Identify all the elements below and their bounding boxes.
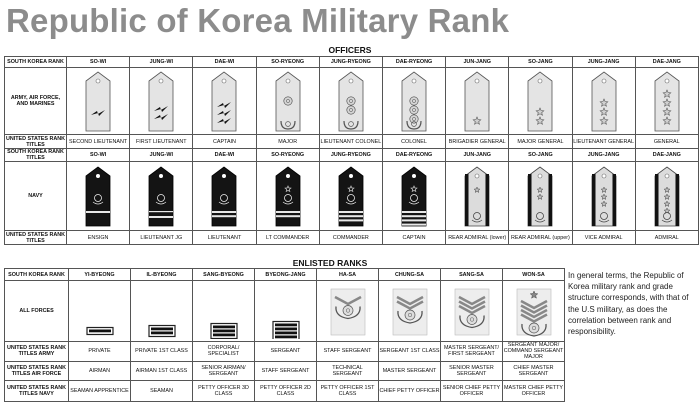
army-insignia-cell: [382, 68, 445, 135]
row-label-all-forces: ALL FORCES: [5, 281, 69, 341]
enlisted-air-force-cell: CHIEF MASTER SERGEANT: [503, 361, 565, 380]
army-rank-cell: DAE-RYEONG: [382, 57, 445, 68]
navy-us-title-cell: REAR ADMIRAL (upper): [509, 231, 572, 245]
navy-insignia-cell: [193, 162, 256, 231]
enlisted-navy-cell: CHIEF PETTY OFFICER: [379, 380, 441, 401]
navy-insignia-row: [5, 162, 699, 231]
navy-rank-cell: DAE-WI: [193, 149, 256, 162]
enlisted-rank-cell: SANG-BYEONG: [193, 269, 255, 281]
enlisted-navy-cell: PETTY OFFICER 1ST CLASS: [317, 380, 379, 401]
army-insignia-cell: [130, 68, 193, 135]
colonel-insignia-icon: [394, 69, 434, 133]
enlisted-army-cell: PRIVATE: [69, 341, 131, 361]
enlisted-section-title: ENLISTED RANKS: [292, 258, 368, 268]
enlisted-navy-cell: PETTY OFFICER 3D CLASS: [193, 380, 255, 401]
army-us-title-cell: LIEUTENANT GENERAL: [572, 135, 635, 149]
navy-rank-cell: JUNG-WI: [130, 149, 193, 162]
enlisted-insignia-cell: [441, 281, 503, 341]
private-insignia-icon: [78, 283, 122, 339]
army-us-title-cell: CAPTAIN: [193, 135, 256, 149]
army-us-title-cell: MAJOR: [256, 135, 319, 149]
army-rank-cell: JUNG-WI: [130, 57, 193, 68]
page-title: Republic of Korea Military Rank: [6, 2, 510, 39]
army-insignia-cell: [446, 68, 509, 135]
army-rank-cell: SO-RYEONG: [256, 57, 319, 68]
lieutenant-colonel-insignia-icon: [331, 69, 371, 133]
rear-admiral-upper-insignia-icon: [520, 164, 560, 228]
enlisted-rank-cell: HA-SA: [317, 269, 379, 281]
enlisted-insignia-cell: [379, 281, 441, 341]
enlisted-air-force-cell: TECHNICAL SERGEANT: [317, 361, 379, 380]
enlisted-navy-cell: SEAMAN APPRENTICE: [69, 380, 131, 401]
sergeant-insignia-icon: [264, 283, 308, 339]
row-label-army-group: ARMY, AIR FORCE, AND MARINES: [5, 68, 67, 135]
navy-rank-cell: SO-JANG: [509, 149, 572, 162]
army-insignia-cell: [67, 68, 130, 135]
army-rank-cell: SO-WI: [67, 57, 130, 68]
rear-admiral-lower-insignia-icon: [457, 164, 497, 228]
enlisted-rank-cell: YI-BYEONG: [69, 269, 131, 281]
army-rank-cell: DAE-JANG: [635, 57, 698, 68]
major-insignia-icon: [268, 69, 308, 133]
officers-table: [4, 56, 699, 245]
navy-insignia-cell: [509, 162, 572, 231]
army-rank-cell: SO-JANG: [509, 57, 572, 68]
army-us-title-cell: MAJOR GENERAL: [509, 135, 572, 149]
army-rank-cell: JUNG-JANG: [572, 57, 635, 68]
private-first-class-insignia-icon: [140, 283, 184, 339]
second-lieutenant-insignia-icon: [78, 69, 118, 133]
army-us-title-cell: COLONEL: [382, 135, 445, 149]
enlisted-rank-cell: BYEONG-JANG: [255, 269, 317, 281]
army-insignia-row: [5, 68, 699, 135]
navy-insignia-cell: [319, 162, 382, 231]
sergeant-major-insignia-icon: [512, 283, 556, 339]
enlisted-air-force-cell: AIRMAN: [69, 361, 131, 380]
enlisted-navy-cell: MASTER CHIEF PETTY OFFICER: [503, 380, 565, 401]
navy-insignia-cell: [446, 162, 509, 231]
first-lieutenant-insignia-icon: [141, 69, 181, 133]
enlisted-rank-cell: SANG-SA: [441, 269, 503, 281]
enlisted-air-force-cell: STAFF SERGEANT: [255, 361, 317, 380]
general-insignia-icon: [647, 69, 687, 133]
row-label-navy: NAVY: [5, 162, 67, 231]
navy-insignia-cell: [572, 162, 635, 231]
row-label-us-navy: UNITED STATES RANK TITLES NAVY: [5, 380, 69, 401]
navy-insignia-cell: [67, 162, 130, 231]
lieutenant-jg-insignia-icon: [141, 164, 181, 228]
navy-us-title-cell: ADMIRAL: [635, 231, 698, 245]
enlisted-insignia-cell: [317, 281, 379, 341]
corporal-insignia-icon: [202, 283, 246, 339]
navy-rank-cell: JUNG-RYEONG: [319, 149, 382, 162]
enlisted-air-force-cell: MASTER SERGEANT: [379, 361, 441, 380]
enlisted-army-cell: PRIVATE 1ST CLASS: [131, 341, 193, 361]
enlisted-insignia-cell: [255, 281, 317, 341]
enlisted-table: [4, 268, 565, 402]
navy-us-title-cell: CAPTAIN: [382, 231, 445, 245]
navy-rank-cell: JUN-JANG: [446, 149, 509, 162]
navy-rank-cell: DAE-JANG: [635, 149, 698, 162]
enlisted-army-row: [5, 341, 565, 361]
ensign-insignia-icon: [78, 164, 118, 228]
navy-us-title-cell: LIEUTENANT: [193, 231, 256, 245]
navy-us-title-cell: VICE ADMIRAL: [572, 231, 635, 245]
enlisted-navy-row: [5, 380, 565, 401]
army-insignia-cell: [635, 68, 698, 135]
navy-rank-cell: JUNG-JANG: [572, 149, 635, 162]
enlisted-army-cell: SERGEANT MAJOR/ COMMAND SERGEANT MAJOR: [503, 342, 564, 361]
captain-insignia-icon: [204, 69, 244, 133]
brigadier-general-insignia-icon: [457, 69, 497, 133]
enlisted-air-force-cell: SENIOR MASTER SERGEANT: [441, 361, 503, 380]
enlisted-navy-cell: SEAMAN: [131, 380, 193, 401]
enlisted-army-cell: STAFF SERGEANT: [317, 341, 379, 361]
enlisted-army-cell: SERGEANT 1ST CLASS: [379, 341, 441, 361]
row-label-korea-rank-titles: SOUTH KOREA RANK TITLES: [5, 149, 67, 162]
row-label-us-army: UNITED STATES RANK TITLES ARMY: [5, 341, 69, 361]
enlisted-rank-cell: CHUNG-SA: [379, 269, 441, 281]
admiral-insignia-icon: [647, 164, 687, 228]
explanatory-note: In general terms, the Republic of Korea military rank and grade structure corresponds, with that of the U.S military, as does the correlation between rank and responsibility.: [568, 271, 689, 337]
enlisted-insignia-row: [5, 281, 565, 341]
lieutenant-general-insignia-icon: [584, 69, 624, 133]
army-insignia-cell: [193, 68, 256, 135]
sergeant-first-class-insignia-icon: [388, 283, 432, 339]
navy-us-title-cell: LT COMMANDER: [256, 231, 319, 245]
row-label-us-air-force: UNITED STATES RANK TITLES AIR FORCE: [5, 361, 69, 380]
enlisted-insignia-cell: [69, 281, 131, 341]
enlisted-air-force-cell: AIRMAN 1ST CLASS: [131, 361, 193, 380]
navy-captain-insignia-icon: [394, 164, 434, 228]
army-us-title-cell: FIRST LIEUTENANT: [130, 135, 193, 149]
navy-us-title-cell: COMMANDER: [319, 231, 382, 245]
officers-section-title: OFFICERS: [328, 45, 372, 55]
army-insignia-cell: [572, 68, 635, 135]
enlisted-navy-cell: PETTY OFFICER 2D CLASS: [255, 380, 317, 401]
row-label-korea-rank: SOUTH KOREA RANK: [5, 57, 67, 68]
row-label-us-titles: UNITED STATES RANK TITLES: [5, 135, 66, 148]
vice-admiral-insignia-icon: [584, 164, 624, 228]
navy-us-title-row: [5, 231, 699, 245]
army-rank-row: [5, 57, 699, 68]
major-general-insignia-icon: [520, 69, 560, 133]
army-us-title-cell: SECOND LIEUTENANT: [67, 135, 130, 149]
enlisted-navy-cell: SENIOR CHIEF PETTY OFFICER: [441, 380, 503, 401]
navy-rank-cell: SO-WI: [67, 149, 130, 162]
navy-us-title-cell: LIEUTENANT JG: [130, 231, 193, 245]
army-us-title-cell: GENERAL: [635, 135, 698, 149]
enlisted-army-cell: CORPORAL/ SPECIALIST: [193, 341, 255, 361]
enlisted-rank-row: [5, 269, 565, 281]
navy-insignia-cell: [256, 162, 319, 231]
navy-insignia-cell: [382, 162, 445, 231]
enlisted-insignia-cell: [503, 281, 565, 341]
navy-rank-cell: SO-RYEONG: [256, 149, 319, 162]
army-insignia-cell: [256, 68, 319, 135]
enlisted-air-force-cell: SENIOR AIRMAN/ SERGEANT: [193, 361, 255, 380]
army-rank-cell: JUNG-RYEONG: [319, 57, 382, 68]
staff-sergeant-insignia-icon: [326, 283, 370, 339]
army-insignia-cell: [509, 68, 572, 135]
army-us-title-cell: BRIGADIER GENERAL: [446, 135, 509, 149]
navy-rank-row: [5, 149, 699, 162]
army-us-title-cell: LIEUTENANT COLONEL: [319, 135, 382, 149]
army-rank-cell: JUN-JANG: [446, 57, 509, 68]
row-label-us-titles-navy: UNITED STATES RANK TITLES: [5, 231, 66, 244]
master-sergeant-insignia-icon: [450, 283, 494, 339]
enlisted-army-cell: MASTER SERGEANT/ FIRST SERGEANT: [441, 341, 503, 361]
commander-insignia-icon: [331, 164, 371, 228]
navy-us-title-cell: REAR ADMIRAL (lower): [446, 231, 509, 245]
enlisted-insignia-cell: [131, 281, 193, 341]
army-us-title-row: [5, 135, 699, 149]
enlisted-army-cell: SERGEANT: [255, 341, 317, 361]
enlisted-air-force-row: [5, 361, 565, 380]
navy-us-title-cell: ENSIGN: [67, 231, 130, 245]
enlisted-rank-cell: WON-SA: [503, 269, 565, 281]
lieutenant-insignia-icon: [204, 164, 244, 228]
navy-insignia-cell: [635, 162, 698, 231]
lt-commander-insignia-icon: [268, 164, 308, 228]
army-rank-cell: DAE-WI: [193, 57, 256, 68]
army-insignia-cell: [319, 68, 382, 135]
row-label-enlisted-korea-rank: SOUTH KOREA RANK: [5, 269, 69, 281]
navy-insignia-cell: [130, 162, 193, 231]
enlisted-insignia-cell: [193, 281, 255, 341]
navy-rank-cell: DAE-RYEONG: [382, 149, 445, 162]
enlisted-rank-cell: IL-BYEONG: [131, 269, 193, 281]
